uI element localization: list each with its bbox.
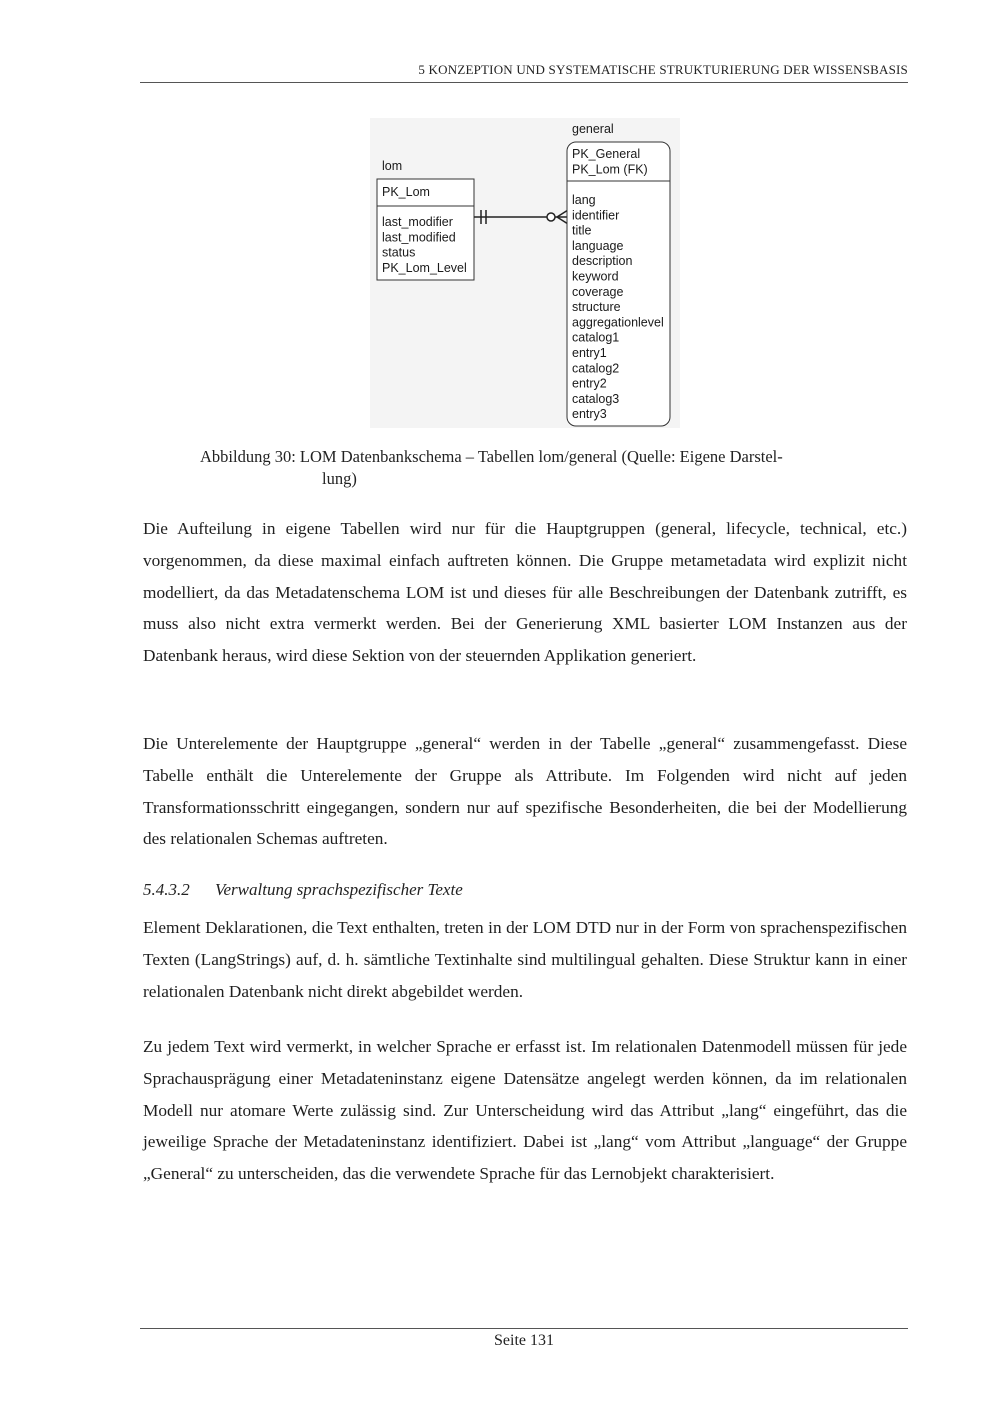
general-attribute: language <box>572 238 624 253</box>
page-footer <box>140 1332 908 1350</box>
relationship-one-to-many <box>474 210 568 224</box>
lom-attribute: PK_Lom_Level <box>382 260 467 275</box>
paragraph-4: Zu jedem Text wird vermerkt, in welcher Sprache er erfasst ist. Im relationalen Datenmodell müssen für jede Sprachausprägung einer Metadateninstanz eigene Datensätze angelegt werden können, da im relationalen Modell nur atomare Werte zulässig sind. Zur Unterscheidung wird das Attribut „lang“ eingeführt, das die jeweilige Sprache der Metadateninstanz identifiziert. Dabei ist „lang“ vom Attribut „language“ der Gruppe „General“ zu unterscheiden, das die verwendete Sprache für das Lernobjekt charakterisiert. <box>143 1037 907 1184</box>
page-number: Seite 131 <box>494 1332 554 1349</box>
figure-caption <box>200 446 860 490</box>
lom-attribute: last_modified <box>382 230 456 245</box>
lom-attribute: last_modifier <box>382 215 453 229</box>
caption-line-1: Abbildung 30: LOM Datenbankschema – Tabellen lom/general (Quelle: Eigene Darstel- <box>200 447 783 466</box>
section-number: 5.4.3.2 <box>143 880 190 899</box>
general-key: PK_Lom (FK) <box>572 162 648 177</box>
general-attribute: description <box>572 254 633 269</box>
entity-general-keys <box>572 147 648 176</box>
general-attribute: coverage <box>572 284 624 299</box>
general-attribute: lang <box>572 193 596 207</box>
general-attribute: aggregationlevel <box>572 315 664 330</box>
general-attribute: entry1 <box>572 346 607 360</box>
er-diagram-svg <box>370 118 680 428</box>
general-attribute: catalog3 <box>572 391 620 406</box>
chapter-title: 5 KONZEPTION UND SYSTEMATISCHE STRUKTURIERUNG DER WISSENSBASIS <box>418 62 908 77</box>
general-attribute: keyword <box>572 269 619 284</box>
header-divider <box>140 82 908 83</box>
er-diagram <box>370 118 680 428</box>
running-header <box>140 62 908 78</box>
section-title: Verwaltung sprachspezifischer Texte <box>215 880 463 899</box>
general-attribute: catalog2 <box>572 361 620 376</box>
paragraph-3: Element Deklarationen, die Text enthalten, treten in der LOM DTD nur in der Form von sprachenspezifischen Texten (LangStrings) auf, d. h. sämtliche Textinhalte sind multilingual gehalten. Diese Struktur kann in einer relationalen Datenbank nicht direkt abgebildet werden. <box>143 918 907 1001</box>
paragraph-1: Die Aufteilung in eigene Tabellen wird nur für die Hauptgruppen (general, lifecycle, technical, etc.) vorgenommen, da diese maximal einfach auftreten können. Die Gruppe metametadata wird explizit nicht modelliert, da das Metadatenschema LOM ist und dieses für alle Beschreibungen der Datenbank zutrifft, es muss also nicht extra vermerkt werden. Bei der Generierung XML basierter LOM Instanzen aus der Datenbank heraus, wird diese Sektion von der steuernden Applikation generiert. <box>143 519 907 666</box>
paragraph-2: Die Unterelemente der Hauptgruppe „general“ werden in der Tabelle „general“ zusammengefasst. Diese Tabelle enthält die Unterelemente der Gruppe als Attribute. Im Folgenden wird nicht auf jeden Transformationsschritt eingegangen, sondern nur auf spezifische Besonderheiten, die bei der Modellierung des relationalen Schemas auftreten. <box>143 734 907 849</box>
section-heading <box>143 880 907 900</box>
general-attribute: catalog1 <box>572 330 620 345</box>
general-attribute: entry2 <box>572 376 607 391</box>
entity-lom-name: lom <box>382 159 403 173</box>
general-attribute: entry3 <box>572 407 607 422</box>
entity-general-name: general <box>572 122 614 136</box>
lom-attribute: status <box>382 245 416 260</box>
general-key: PK_General <box>572 147 641 161</box>
caption-line-2: lung) <box>322 469 357 488</box>
general-attribute: title <box>572 223 592 238</box>
general-attribute: identifier <box>572 208 620 223</box>
footer-divider <box>140 1328 908 1329</box>
entity-lom-key: PK_Lom <box>382 185 430 199</box>
general-attribute: structure <box>572 300 621 315</box>
